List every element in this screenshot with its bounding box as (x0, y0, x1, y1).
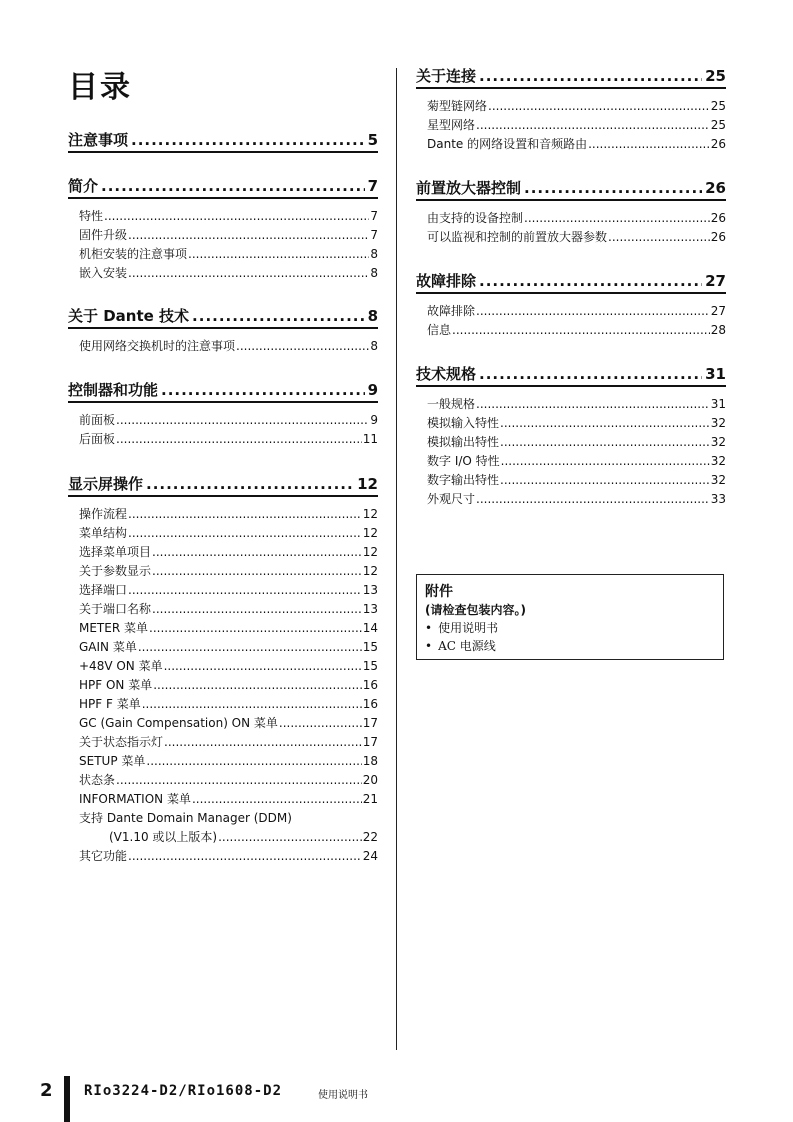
column-divider (396, 68, 397, 1050)
toc-leader (131, 131, 365, 149)
toc-entry-page: 12 (362, 526, 378, 540)
toc-entry[interactable] (79, 226, 378, 245)
toc-section-page: 5 (367, 131, 378, 149)
toc-section (68, 379, 378, 449)
footer-bar (64, 1076, 70, 1122)
toc-section-heading[interactable] (68, 379, 378, 403)
toc-entry-title: +48V ON 菜单 (79, 659, 163, 673)
toc-entry-page: 28 (710, 323, 726, 337)
toc-entry-title: 其它功能 (79, 849, 128, 863)
toc-entry-page: 7 (370, 228, 378, 242)
toc-entry-page: 14 (362, 621, 378, 635)
toc-entry[interactable] (79, 245, 378, 264)
toc-leader (153, 676, 362, 695)
toc-section-page: 9 (367, 381, 378, 399)
toc-entry[interactable] (79, 657, 378, 676)
toc-leader (152, 600, 362, 619)
toc-section-title: 显示屏操作 (68, 475, 144, 493)
toc-leader (101, 177, 365, 195)
toc-entry-page: 32 (710, 435, 726, 449)
toc-leader (500, 433, 710, 452)
toc-section (416, 177, 726, 247)
toc-entry[interactable] (79, 430, 378, 449)
toc-entry[interactable] (79, 543, 378, 562)
toc-entry-title: 选择菜单项目 (79, 545, 152, 559)
toc-entry[interactable] (427, 116, 726, 135)
toc-entry[interactable] (79, 847, 378, 866)
toc-section-heading[interactable] (416, 270, 726, 294)
toc-entry-page: 8 (370, 266, 378, 280)
toc-section (68, 129, 378, 153)
toc-leader (452, 321, 710, 340)
toc-entry[interactable] (79, 714, 378, 733)
toc-entry-page: 12 (362, 545, 378, 559)
toc-entry[interactable] (427, 321, 726, 340)
toc-leader (116, 771, 362, 790)
toc-section-heading[interactable] (416, 65, 726, 89)
toc-leader (476, 395, 710, 414)
toc-entry-title: 一般规格 (427, 397, 476, 411)
toc-section (416, 363, 726, 509)
toc-entry-title: 关于参数显示 (79, 564, 152, 578)
toc-entry-page: 33 (710, 492, 726, 506)
toc-section-heading[interactable] (68, 129, 378, 153)
toc-entry-page: 15 (362, 659, 378, 673)
toc-section (416, 270, 726, 340)
toc-entry-page: 22 (362, 830, 378, 844)
toc-entry-page: 25 (710, 118, 726, 132)
toc-section-title: 关于连接 (416, 67, 477, 85)
toc-entry-title: 信息 (427, 323, 452, 337)
toc-entry-page: 21 (362, 792, 378, 806)
accessories-subtitle: (请检查包装内容。) (425, 603, 526, 617)
toc-leader (128, 226, 369, 245)
toc-entry-page: 31 (710, 397, 726, 411)
page-number: 2 (40, 1080, 53, 1101)
toc-entry-title: 操作流程 (79, 507, 128, 521)
toc-entry[interactable] (427, 395, 726, 414)
toc-leader (501, 452, 710, 471)
toc-entry-title: SETUP 菜单 (79, 754, 146, 768)
toc-entry-title: 由支持的设备控制 (427, 211, 524, 225)
toc-entry[interactable] (427, 97, 726, 116)
toc-leader (236, 337, 369, 356)
toc-section-title: 技术规格 (416, 365, 477, 383)
toc-entry-page: 17 (362, 716, 378, 730)
toc-section (416, 65, 726, 154)
toc-entry-title-continued: (V1.10 或以上版本) (109, 830, 218, 844)
toc-entry-title: GC (Gain Compensation) ON 菜单 (79, 716, 278, 730)
toc-entry[interactable] (79, 790, 378, 809)
accessory-item-label: AC 电源线 (438, 639, 496, 653)
model-name: RIo3224-D2/RIo1608-D2 (84, 1083, 283, 1099)
toc-entry-page: 24 (362, 849, 378, 863)
toc-leader (608, 228, 710, 247)
toc-entry-title: 状态条 (79, 773, 116, 787)
accessories-title: 附件 (425, 584, 453, 600)
toc-entry-page: 9 (370, 413, 378, 427)
toc-entry-title: 机柜安装的注意事项 (79, 247, 188, 261)
toc-entry[interactable] (79, 562, 378, 581)
toc-entry-title: 故障排除 (427, 304, 476, 318)
toc-entry-title: Dante 的网络设置和音频路由 (427, 137, 588, 151)
toc-entry-title: 模拟输出特性 (427, 435, 500, 449)
toc-entry-page: 26 (710, 230, 726, 244)
toc-section-heading[interactable] (68, 473, 378, 497)
toc-section-page: 7 (367, 177, 378, 195)
toc-leader (128, 264, 369, 283)
toc-section-title: 简介 (68, 177, 99, 195)
toc-section-title: 前置放大器控制 (416, 179, 522, 197)
toc-entry[interactable] (427, 302, 726, 321)
toc-section (68, 305, 378, 356)
toc-entry-title: 关于状态指示灯 (79, 735, 164, 749)
toc-entry[interactable] (79, 695, 378, 714)
page-title: 目录 (68, 70, 132, 105)
toc-leader (192, 307, 365, 325)
toc-entry[interactable] (427, 490, 726, 509)
toc-entry-title: 菜单结构 (79, 526, 128, 540)
toc-leader (149, 619, 362, 638)
toc-entry-title: HPF ON 菜单 (79, 678, 153, 692)
toc-entry-title: 数字 I/O 特性 (427, 454, 500, 468)
toc-entry[interactable] (79, 505, 378, 524)
toc-entry-page: 12 (362, 564, 378, 578)
toc-leader (192, 790, 362, 809)
toc-leader (164, 657, 362, 676)
toc-leader (128, 581, 362, 600)
toc-entry-page: 17 (362, 735, 378, 749)
toc-section-page: 8 (367, 307, 378, 325)
toc-leader (188, 245, 369, 264)
toc-leader (152, 543, 362, 562)
toc-entry-title: 使用网络交换机时的注意事项 (79, 339, 236, 353)
toc-section-title: 故障排除 (416, 272, 477, 290)
toc-entry-title: 支持 Dante Domain Manager (DDM) (79, 811, 292, 825)
toc-entry-page: 20 (362, 773, 378, 787)
toc-entry-title: 固件升级 (79, 228, 128, 242)
toc-section-page: 25 (705, 67, 726, 85)
toc-entry-page: 8 (370, 339, 378, 353)
accessories-box (416, 574, 724, 660)
toc-entry-title: METER 菜单 (79, 621, 149, 635)
toc-section-title: 控制器和功能 (68, 381, 159, 399)
manual-label: 使用说明书 (318, 1090, 368, 1101)
toc-entry-page: 13 (362, 583, 378, 597)
toc-section (68, 473, 378, 866)
toc-leader (500, 414, 710, 433)
toc-leader (479, 67, 702, 85)
toc-entry-title: INFORMATION 菜单 (79, 792, 191, 806)
toc-entry-page: 16 (362, 697, 378, 711)
toc-entry-page: 26 (710, 137, 726, 151)
toc-entry[interactable] (427, 209, 726, 228)
toc-leader (476, 490, 710, 509)
toc-entry[interactable] (79, 619, 378, 638)
toc-entry-page: 13 (362, 602, 378, 616)
toc-entry-page: 18 (362, 754, 378, 768)
toc-entry-page: 12 (362, 507, 378, 521)
toc-entry-page: 27 (710, 304, 726, 318)
toc-entry-page: 25 (710, 99, 726, 113)
toc-entry[interactable] (427, 433, 726, 452)
toc-section-heading[interactable] (68, 305, 378, 329)
toc-section (68, 175, 378, 283)
toc-entry[interactable] (427, 414, 726, 433)
toc-entry-page: 26 (710, 211, 726, 225)
toc-leader (104, 207, 369, 226)
toc-entry[interactable] (79, 638, 378, 657)
toc-entry[interactable] (79, 581, 378, 600)
toc-leader (116, 411, 369, 430)
toc-leader (479, 272, 702, 290)
toc-leader (128, 524, 362, 543)
toc-leader (152, 562, 362, 581)
toc-entry[interactable] (79, 337, 378, 356)
toc-entry[interactable] (79, 524, 378, 543)
toc-leader (476, 116, 710, 135)
toc-entry-page: 8 (370, 247, 378, 261)
toc-leader (164, 733, 362, 752)
toc-entry[interactable] (79, 600, 378, 619)
toc-entry[interactable] (427, 228, 726, 247)
toc-leader (488, 97, 710, 116)
toc-leader (588, 135, 710, 154)
toc-entry-title: 数字输出特性 (427, 473, 500, 487)
toc-leader (479, 365, 702, 383)
toc-entry-page: 11 (362, 432, 378, 446)
toc-leader (161, 381, 365, 399)
toc-leader (138, 638, 362, 657)
toc-entry-title: 关于端口名称 (79, 602, 152, 616)
toc-entry-title: 特性 (79, 209, 104, 223)
accessory-item (425, 637, 715, 655)
toc-entry-title: 前面板 (79, 413, 116, 427)
toc-leader (142, 695, 362, 714)
toc-leader (476, 302, 710, 321)
toc-entry[interactable] (79, 752, 378, 771)
toc-leader (128, 505, 362, 524)
toc-entry-title: 模拟输入特性 (427, 416, 500, 430)
toc-entry-title: 后面板 (79, 432, 116, 446)
toc-entry-title: HPF F 菜单 (79, 697, 141, 711)
toc-leader (279, 714, 362, 733)
toc-leader (146, 752, 361, 771)
toc-leader (500, 471, 710, 490)
bullet-icon: • (425, 621, 433, 635)
toc-section-heading[interactable] (416, 177, 726, 201)
toc-entry-page: 7 (370, 209, 378, 223)
toc-entry-title: 外观尺寸 (427, 492, 476, 506)
toc-leader (524, 179, 702, 197)
toc-section-page: 31 (705, 365, 726, 383)
toc-entry-title: 可以监视和控制的前置放大器参数 (427, 230, 608, 244)
bullet-icon: • (425, 639, 433, 653)
accessory-item (425, 619, 715, 637)
toc-entry-title: 菊型链网络 (427, 99, 488, 113)
toc-section-title: 注意事项 (68, 131, 129, 149)
toc-entry[interactable] (79, 771, 378, 790)
toc-entry[interactable] (427, 135, 726, 154)
toc-entry-title: 选择端口 (79, 583, 128, 597)
toc-section-page: 12 (357, 475, 378, 493)
toc-leader (116, 430, 362, 449)
toc-leader (146, 475, 354, 493)
toc-section-heading[interactable] (416, 363, 726, 387)
toc-leader (128, 847, 362, 866)
toc-entry-page: 32 (710, 454, 726, 468)
toc-entry[interactable] (79, 207, 378, 226)
toc-entry[interactable] (427, 452, 726, 471)
toc-entry[interactable] (79, 733, 378, 752)
toc-entry-page: 15 (362, 640, 378, 654)
toc-entry-title: 星型网络 (427, 118, 476, 132)
toc-section-title: 关于 Dante 技术 (68, 307, 190, 325)
toc-leader (524, 209, 710, 228)
toc-entry[interactable] (79, 809, 378, 847)
toc-entry-title: 嵌入安装 (79, 266, 128, 280)
toc-entry[interactable] (427, 471, 726, 490)
toc-leader (218, 828, 362, 847)
toc-entry-title: GAIN 菜单 (79, 640, 137, 654)
toc-entry[interactable] (79, 264, 378, 283)
toc-entry[interactable] (79, 676, 378, 695)
toc-section-heading[interactable] (68, 175, 378, 199)
accessory-item-label: 使用说明书 (438, 621, 499, 635)
toc-entry-page: 32 (710, 473, 726, 487)
toc-entry-page: 32 (710, 416, 726, 430)
toc-section-page: 26 (705, 179, 726, 197)
toc-section-page: 27 (705, 272, 726, 290)
toc-entry-page: 16 (362, 678, 378, 692)
toc-entry[interactable] (79, 411, 378, 430)
